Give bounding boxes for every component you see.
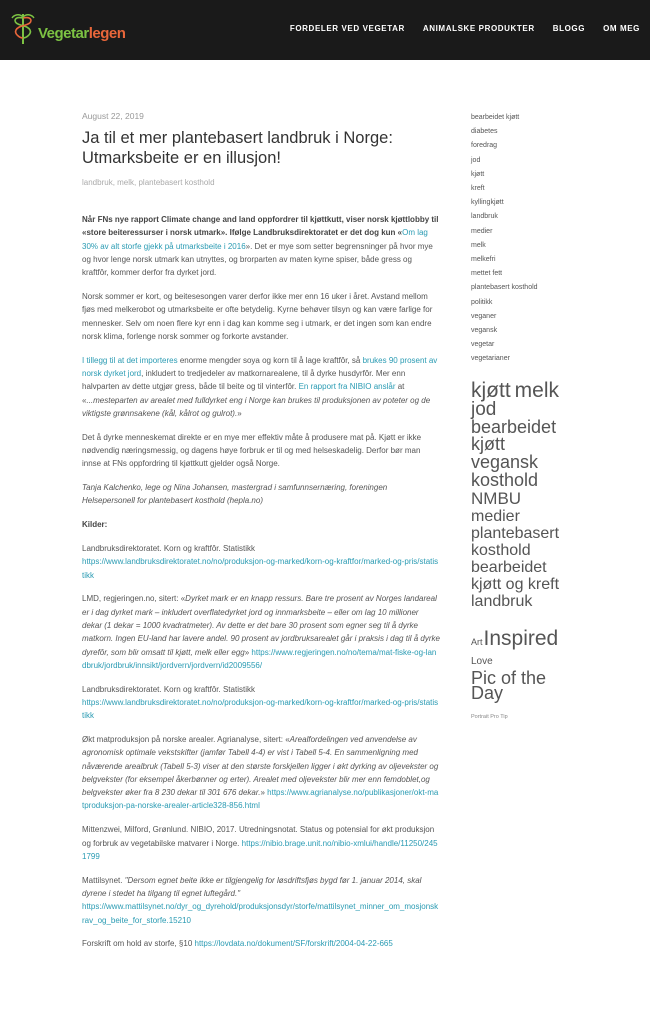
cloud-tag-kjott[interactable]: kjøtt [471, 378, 511, 402]
source-2: LMD, regjeringen.no, sitert: «Dyrket mark er en knapp ressurs. Bare tre prosent av Norges landareal er i dag dyrket mark – inkludert overflatedyrket jord og innmarksbeite – eller om lag 10 millioner dekar (1 dekar = 1000 kvadratmeter). Av dette er det bare 30 prosent som egner seg til å dyrke matkorn. Ingen EU-land har lavere andel. 90 prosent av jordbruksarealet går i praksis i dag til å dyrke dyrefôr, som blir omsatt til kjøtt, melk eller egg» https://www.regjeringen.no/no/tema/mat-fiske-og-landbruk/jordbruk/innsikt/jordvern/jordvern/id2009556/ [82, 594, 440, 670]
tag-cloud-secondary [471, 626, 641, 726]
sidebar-tag-vegetarianer[interactable]: vegetarianer [471, 355, 510, 363]
cloud-tag-nmbu[interactable]: NMBU [471, 488, 522, 508]
sidebar [471, 111, 641, 726]
paragraph-summer: Norsk sommer er kort, og beitesesongen varer derfor ikke mer enn 16 uker i året. Avstand mellom fjøs med melkerobot og utmarksbeite er ofte betydelig. Kyrne behøver tilsyn og kan være farlige for mennesker. Selv om noen flere kyr enn i dag kan komme seg i utmark, er det ingen som kan endre norsk klima, forlenge norsk sommer og forkorte avstander. [82, 291, 433, 341]
cloud-tag-art[interactable]: Art [471, 636, 483, 647]
source-4-link[interactable]: https://www.agrianalyse.no/publikasjoner/okt-matproduksjon-pa-norske-arealer-article328-856.html [82, 788, 439, 811]
source-3-link[interactable]: https://www.landbruksdirektoratet.no/no/produksjon-og-marked/korn-og-kraftfor/marked-og-pris/statistikk [82, 697, 439, 721]
cloud-tag-jod[interactable]: jod [471, 398, 497, 420]
source-6: Mattilsynet. "Dersom egnet beite ikke er tilgjengelig for løsdriftsfjøs bygd før 1. januar 2014, skal dyrene i stedet ha tilgang til egnet luftegård." https://www.mattilsynet.no/dyr_og_dyrehold/produksjonsdyr/storfe/mattilsynet_minner_om_mosjonskrav_og_beite_for_storfe.15210 [82, 875, 439, 925]
paragraph-authors: Tanja Kalchenko, lege og Nina Johansen, mastergrad i samfunnsernæring, foreningen Helsepersonell for plantebasert kosthold (hepla.no) [82, 483, 388, 506]
link-nibio-rapport[interactable]: En rapport fra NIBIO anslår [298, 382, 396, 392]
sidebar-tag-foredrag[interactable]: foredrag [471, 142, 498, 150]
cloud-tag-kosthold[interactable]: kosthold [471, 469, 539, 490]
post-tag-melk[interactable]: melk [117, 178, 135, 187]
post-title: Ja til et mer plantebasert landbruk i Norge: Utmarksbeite er en illusjon! [82, 129, 393, 167]
cloud-tag-plantebasert-kosthold[interactable]: plantebasert kosthold [471, 524, 560, 559]
sidebar-tag-mettet-fett[interactable]: mettet fett [471, 270, 503, 278]
caduceus-icon [10, 12, 36, 46]
source-6-link[interactable]: https://www.mattilsynet.no/dyr_og_dyrehold/produksjonsdyr/storfe/mattilsynet_minner_om_mosjonskrav_og_beite_for_storfe.15210 [82, 902, 439, 925]
sidebar-tag-diabetes[interactable]: diabetes [471, 128, 498, 136]
post-date: August 22, 2019 [82, 111, 144, 121]
sidebar-tag-bearbeidet-kjott[interactable]: bearbeidet kjøtt [471, 114, 520, 121]
post-tag-plantebasert-kosthold[interactable]: plantebasert kosthold [138, 178, 215, 187]
logo-text: Vegetarlegen [38, 25, 126, 42]
paragraph-import: I tillegg til at det importeres enorme mengder soya og korn til å lage kraftfôr, så brukes 90 prosent av norsk dyrket jord, inkludert to tredjedeler av matkornarealene, til å dyrke husdyrfôr. Mer enn halvparten av dette utgjør gress, både til beite og til vinterfôr. En rapport fra NIBIO anslår at «...mesteparten av arealet med fulldyrket eng i Norge kan brukes til produksjonen av poteter og de viktigste grønnsakene (kål, kålrot og gulrot).» [82, 355, 438, 418]
cloud-tag-landbruk[interactable]: landbruk [471, 592, 533, 610]
cloud-tag-bearbeidet-kjott[interactable]: bearbeidet kjøtt [471, 416, 557, 454]
nav-blogg[interactable]: BLOGG [552, 24, 586, 33]
sidebar-tag-politikk[interactable]: politikk [471, 298, 493, 306]
sidebar-tag-vegansk[interactable]: vegansk [471, 327, 498, 335]
sidebar-tag-kyllingkjott[interactable]: kyllingkjøtt [471, 199, 504, 207]
sidebar-tag-veganer[interactable]: veganer [471, 312, 497, 320]
sidebar-tag-medier[interactable]: medier [471, 227, 493, 235]
post-tags: landbruk, melk, plantebasert kosthold [82, 178, 215, 187]
paragraph-menneskemat: Det å dyrke menneskemat direkte er en mye mer effektiv måte å produsere mat på. Kjøtt er ikke nødvendig næringsmessig, og dagens høye forbruk er til og med helseskadelig. Derfor bør man innse at FNs oppfordring til kjøttkutt gjelder også Norge. [82, 432, 422, 469]
source-1: Landbruksdirektoratet. Korn og kraftfôr. Statistikk https://www.landbruksdirektoratet.no/no/produksjon-og-marked/korn-og-kraftfor/marked-og-pris/statistikk [82, 543, 439, 580]
cloud-tag-inspired[interactable]: Inspired [483, 626, 559, 650]
cloud-tag-medier[interactable]: medier [471, 507, 520, 525]
source-3: Landbruksdirektoratet. Korn og kraftfôr. Statistikk https://www.landbruksdirektoratet.no/no/produksjon-og-marked/korn-og-kraftfor/marked-og-pris/statistikk [82, 684, 439, 721]
sidebar-tag-jod[interactable]: jod [471, 156, 481, 164]
sidebar-tag-landbruk[interactable]: landbruk [471, 213, 498, 221]
link-importeres[interactable]: I tillegg til at det importeres [82, 355, 178, 365]
tag-cloud [471, 378, 641, 610]
main-nav [290, 24, 640, 33]
source-4: Økt matproduksjon på norske arealer. Agrianalyse, sitert: «Arealfordelingen ved anvendelse av agronomisk optimale vekstskifter (jamfør Tabell 4-4) er vist i Tabell 5-4. En sammenligning med nåværende arealbruk (Tabell 5-3) viser at den største forskjellen ligger i økt dyrking av oljevekster og belgvekster (for eksempel åkerbønner og erter). Arealet med oljevekster blir mer enn femdoblet,og belgvekster øker fra 8 230 dekar til 301 676 dekar.» https://www.agrianalyse.no/publikasjoner/okt-matproduksjon-pa-norske-arealer-article328-856.html [82, 735, 439, 811]
cloud-tag-vegansk[interactable]: vegansk [471, 451, 539, 472]
portrait-pro-tip-link[interactable]: Portrait Pro Tip [471, 713, 508, 720]
cloud-tag-bearbeidet-kjott-og-kreft[interactable]: bearbeidet kjøtt og kreft [471, 558, 560, 593]
site-logo[interactable] [10, 12, 126, 46]
sidebar-tag-plantebasert-kosthold[interactable]: plantebasert kosthold [471, 284, 538, 292]
paragraph-intro: Når FNs nye rapport Climate change and land oppfordrer til kjøttkutt, viser norsk kjøttlobby til «store beiteressurser i norsk utmark». Ifølge Landbruksdirektoratet er det dog kun «Om lag 30% av alt storfe gjekk på utmarksbeite i 2016». Det er mye som setter begrensninger på hvor mye og hvor lenge norsk utmark kan utnyttes, og brorparten av maten kyrne spiser, både gress og kraftfôr, kommer derfor fra dyrket jord. [82, 215, 439, 278]
cloud-tag-love[interactable]: Love [471, 655, 493, 667]
source-7: Forskrift om hold av storfe, §10 https://lovdata.no/dokument/SF/forskrift/2004-04-22-665 [82, 939, 393, 949]
link-utmarksbeite[interactable]: Om lag 30% av alt storfe gjekk på utmarksbeite i 2016 [82, 228, 428, 251]
source-5-link[interactable]: https://nibio.brage.unit.no/nibio-xmlui/handle/11250/2451799 [82, 838, 438, 861]
source-5: Mittenzwei, Milford, Grønlund. NIBIO, 2017. Utredningsnotat. Status og potensial for økt produksjon og forbruk av vegetabilske matvarer i Norge. https://nibio.brage.unit.no/nibio-xmlui/handle/11250/2451799 [82, 825, 438, 861]
sidebar-tag-kjott[interactable]: kjøtt [471, 170, 485, 178]
source-1-link[interactable]: https://www.landbruksdirektoratet.no/no/produksjon-og-marked/korn-og-kraftfor/marked-og-pris/statistikk [82, 557, 439, 580]
source-7-link[interactable]: https://lovdata.no/dokument/SF/forskrift/2004-04-22-665 [194, 939, 393, 949]
source-2-link[interactable]: https://www.regjeringen.no/no/tema/mat-fiske-og-landbruk/jordbruk/innsikt/jordvern/jordvern/id2009556/ [82, 647, 437, 670]
sidebar-tag-kreft[interactable]: kreft [471, 185, 485, 193]
sidebar-tag-list [471, 111, 641, 367]
kilder-heading: Kilder: [82, 520, 108, 530]
nav-animalske-produkter[interactable]: ANIMALSKE PRODUKTER [422, 24, 535, 33]
link-dyrket-jord[interactable]: brukes 90 prosent av norsk dyrket jord [82, 355, 438, 378]
post-tag-landbruk[interactable]: landbruk [82, 178, 113, 187]
article [82, 111, 440, 961]
cloud-tag-pic-of-the-day[interactable]: Pic of the Day [471, 667, 547, 703]
cloud-tag-melk[interactable]: melk [514, 378, 560, 402]
nav-fordeler-ved-vegetar[interactable]: FORDELER VED VEGETAR [289, 24, 405, 33]
sidebar-tag-vegetar[interactable]: vegetar [471, 341, 495, 349]
sidebar-tag-melkefri[interactable]: melkefri [471, 256, 496, 264]
sidebar-tag-melk[interactable]: melk [471, 241, 486, 249]
site-header [0, 0, 650, 60]
nav-om-meg[interactable]: OM MEG [603, 24, 640, 33]
